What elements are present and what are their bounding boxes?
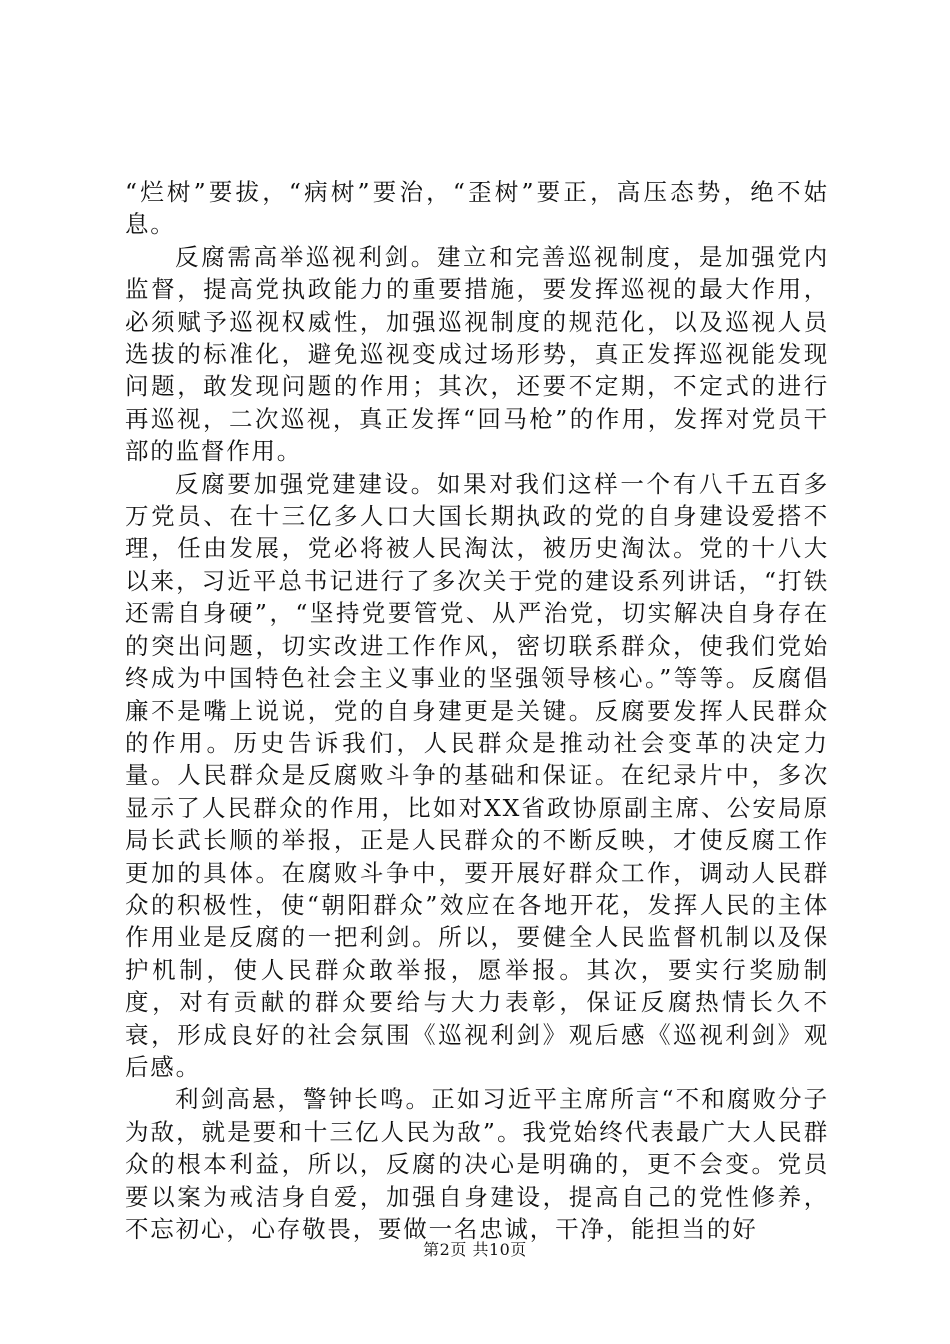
paragraph-3: 反腐要加强党建建设。如果对我们这样一个有八千五百多万党员、在十三亿多人口大国长期执政的党的自身建设爱搭不理，任由发展，党必将被人民淘汰，被历史淘汰。党的十八大以来，习近平总书记进行了多次关于党的建设系列讲话，“打铁还需自身硬”，“坚持党要管党、从严治党，切实解决自身存在的突出问题，切实改进工作作风，密切联系群众，使我们党始终成为中国特色社会主义事业的坚强领导核心。”等等。反腐倡廉不是嘴上说说，党的自身建更是关键。反腐要发挥人民群众的作用。历史告诉我们，人民群众是推动社会变革的决定力量。人民群众是反腐败斗争的基础和保证。在纪录片中，多次显示了人民群众的作用，比如对XX省政协原副主席、公安局原局长武长顺的举报，正是人民群众的不断反映，才使反腐工作更加的具体。在腐败斗争中，要开展好群众工作，调动人民群众的积极性，使“朝阳群众”效应在各地开花，发挥人民的主体作用业是反腐的一把利剑。所以，要健全人民监督机制以及保护机制，使人民群众敢举报，愿举报。其次，要实行奖励制度，对有贡献的群众要给与大力表彰，保证反腐热情长久不衰，形成良好的社会氛围《巡视利剑》观后感《巡视利剑》观后感。: [125, 469, 829, 1081]
document-body: [125, 176, 829, 1245]
paragraph-2: 反腐需高举巡视利剑。建立和完善巡视制度，是加强党内监督，提高党执政能力的重要措施，要发挥巡视的最大作用，必须赋予巡视权威性，加强巡视制度的规范化，以及巡视人员选拔的标准化，避免巡视变成过场形势，真正发挥巡视能发现问题，敢发现问题的作用；其次，还要不定期，不定式的进行再巡视，二次巡视，真正发挥“回马枪”的作用，发挥对党员干部的监督作用。: [125, 242, 829, 466]
paragraph-4: 利剑高悬，警钟长鸣。正如习近平主席所言“不和腐败分子为敌，就是要和十三亿人民为敌”。我党始终代表最广大人民群众的根本利益，所以，反腐的决心是明确的，更不会变。党员要以案为戒洁身自爱，加强自身建设，提高自己的党性修养，不忘初心，心存敬畏，要做一名忠诚，干净，能担当的好: [125, 1085, 829, 1243]
paragraph-1: “烂树”要拔，“病树”要治，“歪树”要正，高压态势，绝不姑息。: [125, 178, 829, 239]
page-number-footer: 第2页 共10页: [423, 1240, 527, 1259]
